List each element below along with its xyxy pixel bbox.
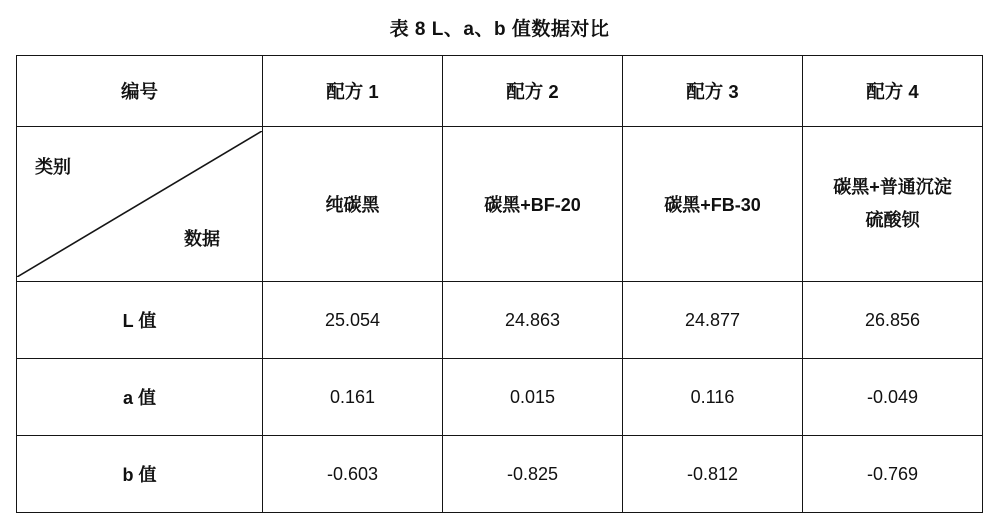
cell-l-formula-3: 24.877 [623, 282, 803, 359]
header-cell-formula-2: 配方 2 [443, 56, 623, 127]
row-label-l: L 值 [17, 282, 263, 359]
table-row [17, 359, 983, 436]
cell-a-formula-2: 0.015 [443, 359, 623, 436]
type-cell-4 [803, 127, 983, 282]
type-cell-3: 碳黑+FB-30 [623, 127, 803, 282]
row-label-a: a 值 [17, 359, 263, 436]
row-label-b: b 值 [17, 436, 263, 513]
cell-l-formula-4: 26.856 [803, 282, 983, 359]
cell-b-formula-1: -0.603 [263, 436, 443, 513]
header-cell-formula-4: 配方 4 [803, 56, 983, 127]
cell-l-formula-2: 24.863 [443, 282, 623, 359]
table-header-row [17, 56, 983, 127]
cell-a-formula-1: 0.161 [263, 359, 443, 436]
cell-l-formula-1: 25.054 [263, 282, 443, 359]
table-row [17, 436, 983, 513]
cell-b-formula-4: -0.769 [803, 436, 983, 513]
table-row [17, 282, 983, 359]
cell-a-formula-3: 0.116 [623, 359, 803, 436]
header-cell-id: 编号 [17, 56, 263, 127]
diagonal-label-data: 数据 [184, 229, 220, 249]
data-table [16, 55, 983, 513]
table-type-row [17, 127, 983, 282]
diagonal-label-category: 类别 [35, 157, 71, 177]
type-cell-4-line2: 硫酸钡 [865, 210, 920, 230]
diagonal-header-cell [17, 127, 263, 282]
cell-b-formula-2: -0.825 [443, 436, 623, 513]
type-cell-2: 碳黑+BF-20 [443, 127, 623, 282]
table-caption: 表 8 L、a、b 值数据对比 [389, 19, 610, 40]
header-cell-formula-3: 配方 3 [623, 56, 803, 127]
type-cell-1: 纯碳黑 [263, 127, 443, 282]
cell-a-formula-4: -0.049 [803, 359, 983, 436]
header-cell-formula-1: 配方 1 [263, 56, 443, 127]
cell-b-formula-3: -0.812 [623, 436, 803, 513]
type-cell-4-line1: 碳黑+普通沉淀 [833, 176, 952, 197]
